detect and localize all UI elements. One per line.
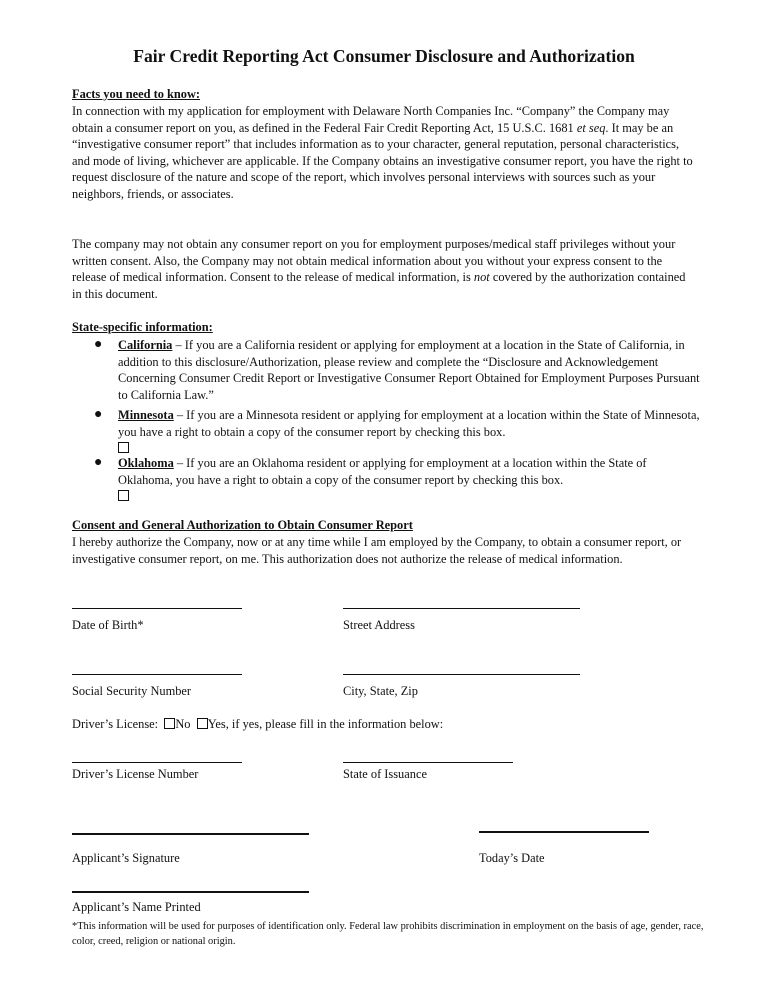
facts-p2-italic: not (473, 270, 490, 285)
dl-no-label: No (175, 717, 191, 731)
signature-label: Applicant’s Signature (72, 851, 180, 865)
minnesota-label: Minnesota (118, 408, 174, 422)
facts-p2-text-a: The company may not obtain any consumer report on you for employment purposes/medical staff privileges without your written consent. Also, the Company may not obtain medical information about you without your express consent to the release of medical information. Consent to the release of medical information, is (72, 237, 676, 285)
state-issuance-label: State of Issuance (343, 767, 427, 781)
bullet-icon: ● (94, 407, 103, 422)
minnesota-text: – If you are a Minnesota resident or applying for employment at a location within the State of Minnesota, you have a right to obtain a copy of the consumer report by checking this box. (118, 408, 700, 439)
facts-heading: Facts you need to know: (72, 87, 201, 101)
name-printed-label: Applicant’s Name Printed (72, 900, 201, 914)
oklahoma-text: – If you are an Oklahoma resident or applying for employment at a location within the State of Oklahoma, you have a right to obtain a copy of the consumer report by checking this box. (118, 456, 647, 487)
dl-number-line[interactable] (72, 762, 242, 763)
street-line[interactable] (343, 608, 580, 609)
drivers-license-row (72, 716, 443, 733)
ssn-line[interactable] (72, 674, 242, 675)
city-label: City, State, Zip (343, 684, 418, 698)
document-title: Fair Credit Reporting Act Consumer Disclosure and Authorization (133, 46, 635, 66)
state-heading: State-specific information: (72, 320, 213, 334)
consent-text: I hereby authorize the Company, now or at any time while I am employed by the Company, to obtain a consumer report, or investigative consumer report, on me. This authorization does not authorize the release of medical information. (72, 535, 682, 566)
date-label: Today’s Date (479, 851, 545, 865)
facts-p2-text-b: covered by the authorization contained in this document. (72, 270, 686, 301)
dob-label: Date of Birth* (72, 618, 144, 632)
date-line[interactable] (479, 831, 649, 833)
street-label: Street Address (343, 618, 415, 632)
facts-paragraph-2 (72, 236, 698, 302)
california-text: – If you are a California resident or applying for employment at a location in the State of California, in addition to this disclosure/Authorization, please review and complete the “Disclosure and Acknowledgement Concerning Consumer Credit Report or Investigative Consumer Report Obtained for Employment Purposes Pursuant to California Law.” (118, 338, 700, 402)
oklahoma-label: Oklahoma (118, 456, 174, 470)
facts-p1-italic: et seq (576, 120, 606, 135)
dl-yes-label: Yes, if yes, please fill in the information below: (207, 717, 444, 731)
footnote: *This information will be used for purposes of identification only. Federal law prohibits discrimination in employment on the basis of age, gender, race, color, creed, religion or national origin. (72, 921, 704, 947)
bullet-icon: ● (94, 337, 103, 352)
california-label: California (118, 338, 173, 352)
name-printed-line[interactable] (72, 891, 309, 893)
oklahoma-checkbox[interactable] (118, 490, 129, 501)
state-issuance-line[interactable] (343, 762, 513, 763)
bullet-icon: ● (94, 455, 103, 470)
dl-number-label: Driver’s License Number (72, 767, 199, 781)
facts-paragraph-1 (72, 103, 698, 203)
dl-yes-checkbox[interactable] (197, 718, 208, 729)
dl-no-checkbox[interactable] (164, 718, 175, 729)
ssn-label: Social Security Number (72, 684, 192, 698)
signature-line[interactable] (72, 833, 309, 835)
dl-prompt: Driver’s License: (72, 717, 159, 731)
consent-heading: Consent and General Authorization to Obtain Consumer Report (72, 518, 413, 532)
facts-p1-text-b: . It may be an “investigative consumer report” that includes information as to your character, general reputation, personal characteristics, and mode of living, whichever are applicable. If the Company obtains an investigative consumer report, you have the right to request disclosure of the nature and scope of the report, which involves personal interviews with sources such as your neighbors, friends, or associates. (72, 120, 693, 201)
city-line[interactable] (343, 674, 580, 675)
facts-p1-text-a: In connection with my application for employment with Delaware North Companies Inc. “Company” the Company may obtain a consumer report on you, as defined in the Federal Fair Credit Reporting Act, 15 U.S.C. 1681 (72, 104, 670, 135)
dob-line[interactable] (72, 608, 242, 609)
minnesota-checkbox[interactable] (118, 442, 129, 453)
